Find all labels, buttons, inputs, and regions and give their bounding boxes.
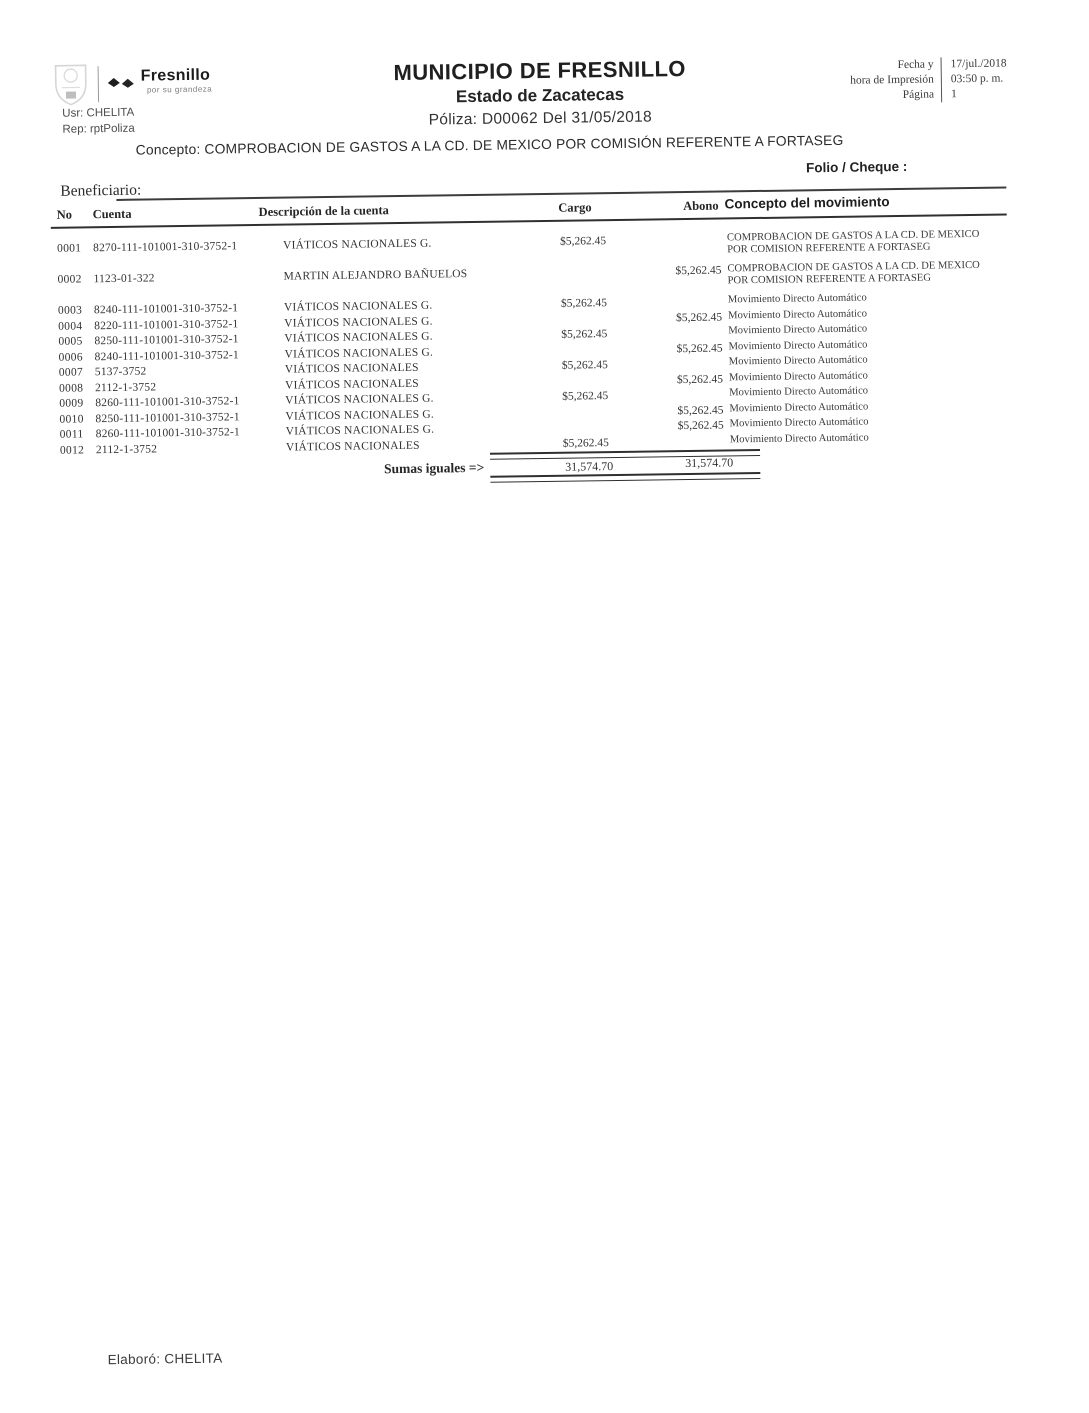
row-cuenta: 5137-3752 xyxy=(94,365,147,379)
row-abono: $5,262.45 xyxy=(676,311,723,324)
concepto-line: Concepto: COMPROBACION DE GASTOS A LA CD. DE MEXICO POR COMISIÓN REFERENTE A FORTASEG xyxy=(135,132,844,158)
print-info-block xyxy=(823,56,1034,104)
logo-divider xyxy=(98,66,100,102)
row-cargo xyxy=(494,421,609,423)
row-cuenta: 2112-1-3752 xyxy=(95,442,158,456)
print-info-label: hora de Impresión xyxy=(850,73,934,87)
row-abono xyxy=(612,327,722,329)
row-cuenta: 8260-111-101001-310-3752-1 xyxy=(95,395,240,410)
report-line: Rep: rptPoliza xyxy=(62,122,135,136)
row-descripcion: VIÁTICOS NACIONALES G. xyxy=(284,330,433,345)
beneficiario-label: Beneficiario: xyxy=(60,181,142,200)
row-concepto: COMPROBACION DE GASTOS A LA CD. DE MEXICO POR COMISION REFERENTE A FORTASEG xyxy=(726,228,980,255)
row-no: 0004 xyxy=(58,319,83,333)
page-number-label: Página xyxy=(902,88,935,101)
row-concepto: Movimiento Directo Automático xyxy=(729,431,869,445)
row-descripcion: VIÁTICOS NACIONALES G. xyxy=(285,408,435,423)
print-info-label: Fecha y xyxy=(897,58,934,72)
row-descripcion: VIÁTICOS NACIONALES xyxy=(284,361,419,376)
poliza-number-line: Póliza: D00062 Del 31/05/2018 xyxy=(428,108,653,129)
row-no: 0008 xyxy=(58,381,84,395)
print-date-value: 17/jul./2018 xyxy=(941,56,1025,72)
row-concepto: Movimiento Directo Automático xyxy=(728,369,868,383)
row-no: 0002 xyxy=(57,273,82,286)
row-abono xyxy=(613,388,723,390)
table-rows xyxy=(51,224,1010,459)
row-no: 0010 xyxy=(59,412,84,426)
row-concepto: Movimiento Directo Automático xyxy=(729,385,869,399)
row-descripcion: VIÁTICOS NACIONALES G. xyxy=(284,346,434,361)
document-subtitle: Estado de Zacatecas xyxy=(455,84,625,107)
row-no: 0003 xyxy=(57,304,83,317)
row-no: 0012 xyxy=(59,443,85,457)
row-cargo xyxy=(493,375,608,377)
row-descripcion: VIÁTICOS NACIONALES G. xyxy=(283,299,433,314)
row-abono xyxy=(614,435,724,437)
row-descripcion: VIÁTICOS NACIONALES G. xyxy=(285,392,434,407)
brand-wordmark: Fresnillo xyxy=(140,66,211,85)
total-abono: 31,574.70 xyxy=(685,455,734,471)
row-concepto: Movimiento Directo Automático xyxy=(729,400,869,414)
row-concepto: Movimiento Directo Automático xyxy=(728,323,868,337)
row-cuenta: 8270-111-101001-310-3752-1 xyxy=(93,240,238,255)
row-descripcion: MARTIN ALEJANDRO BAÑUELOS xyxy=(283,268,468,283)
row-cargo xyxy=(493,344,608,346)
page-number-value: 1 xyxy=(941,86,1025,102)
row-cuenta: 8240-111-101001-310-3752-1 xyxy=(94,348,239,363)
sumas-iguales-label: Sumas iguales => xyxy=(383,459,485,477)
row-no: 0006 xyxy=(58,350,83,364)
municipal-crest-icon xyxy=(52,61,91,106)
header-cargo: Cargo xyxy=(558,200,592,215)
row-descripcion: VIÁTICOS NACIONALES G. xyxy=(285,423,435,438)
row-cargo: $5,262.45 xyxy=(560,297,608,310)
header-cuenta: Cuenta xyxy=(92,206,132,222)
row-descripcion: VIÁTICOS NACIONALES xyxy=(285,439,420,454)
header-concepto: Concepto del movimiento xyxy=(724,194,890,212)
row-no: 0001 xyxy=(57,242,82,255)
row-no: 0007 xyxy=(58,366,84,379)
row-cargo: $5,262.45 xyxy=(562,390,609,403)
row-cuenta: 8220-111-101001-310-3752-1 xyxy=(94,317,239,332)
folio-cheque-label: Folio / Cheque : xyxy=(805,158,908,176)
row-cargo: $5,262.45 xyxy=(559,235,607,248)
row-descripcion: VIÁTICOS NACIONALES G. xyxy=(284,315,433,330)
user-line: Usr: CHELITA xyxy=(62,106,135,120)
row-no: 0011 xyxy=(59,428,84,441)
row-abono: $5,262.45 xyxy=(676,373,724,386)
header-no: No xyxy=(56,207,73,222)
row-abono: $5,262.45 xyxy=(677,403,724,417)
row-cargo: $5,262.45 xyxy=(561,328,608,341)
row-abono xyxy=(612,296,722,298)
row-abono: $5,262.45 xyxy=(677,419,724,433)
row-cargo xyxy=(491,266,606,268)
row-concepto: Movimiento Directo Automático xyxy=(728,338,868,352)
row-cargo: $5,262.45 xyxy=(562,436,609,450)
document-title: MUNICIPIO DE FRESNILLO xyxy=(393,55,687,86)
brand-tagline: por su grandeza xyxy=(146,84,213,95)
row-concepto: COMPROBACION DE GASTOS A LA CD. DE MEXICO POR COMISION REFERENTE A FORTASEG xyxy=(727,259,980,286)
row-abono: $5,262.45 xyxy=(675,264,722,278)
row-abono xyxy=(613,358,723,360)
row-cargo: $5,262.45 xyxy=(561,359,608,372)
report-meta xyxy=(62,105,135,138)
row-concepto: Movimiento Directo Automático xyxy=(727,292,867,306)
header-descripcion: Descripción de la cuenta xyxy=(258,203,389,219)
total-cargo: 31,574.70 xyxy=(565,459,614,474)
title-block xyxy=(305,55,776,132)
row-cuenta: 1123-01-322 xyxy=(93,272,155,286)
header-abono: Abono xyxy=(683,198,719,214)
fresnillo-diamonds-icon xyxy=(107,75,137,90)
row-no: 0009 xyxy=(59,397,84,410)
row-abono xyxy=(611,234,721,236)
row-cuenta: 8250-111-101001-310-3752-1 xyxy=(95,410,240,425)
print-time-value: 03:50 p. m. xyxy=(941,71,1025,87)
row-concepto: Movimiento Directo Automático xyxy=(728,307,868,321)
row-cargo xyxy=(492,313,607,315)
row-descripcion: VIÁTICOS NACIONALES xyxy=(284,377,419,392)
elaboro-line: Elaboró: CHELITA xyxy=(107,1350,223,1368)
row-descripcion: VIÁTICOS NACIONALES G. xyxy=(283,237,432,252)
row-concepto: Movimiento Directo Automático xyxy=(729,416,869,430)
row-concepto: Movimiento Directo Automático xyxy=(728,354,868,368)
row-no: 0005 xyxy=(58,335,83,348)
row-cuenta: 8260-111-101001-310-3752-1 xyxy=(95,426,241,441)
row-cuenta: 8240-111-101001-310-3752-1 xyxy=(93,302,239,317)
row-cuenta: 2112-1-3752 xyxy=(94,380,157,394)
row-cuenta: 8250-111-101001-310-3752-1 xyxy=(94,333,239,348)
row-abono: $5,262.45 xyxy=(676,342,723,355)
row-cargo xyxy=(493,406,608,408)
